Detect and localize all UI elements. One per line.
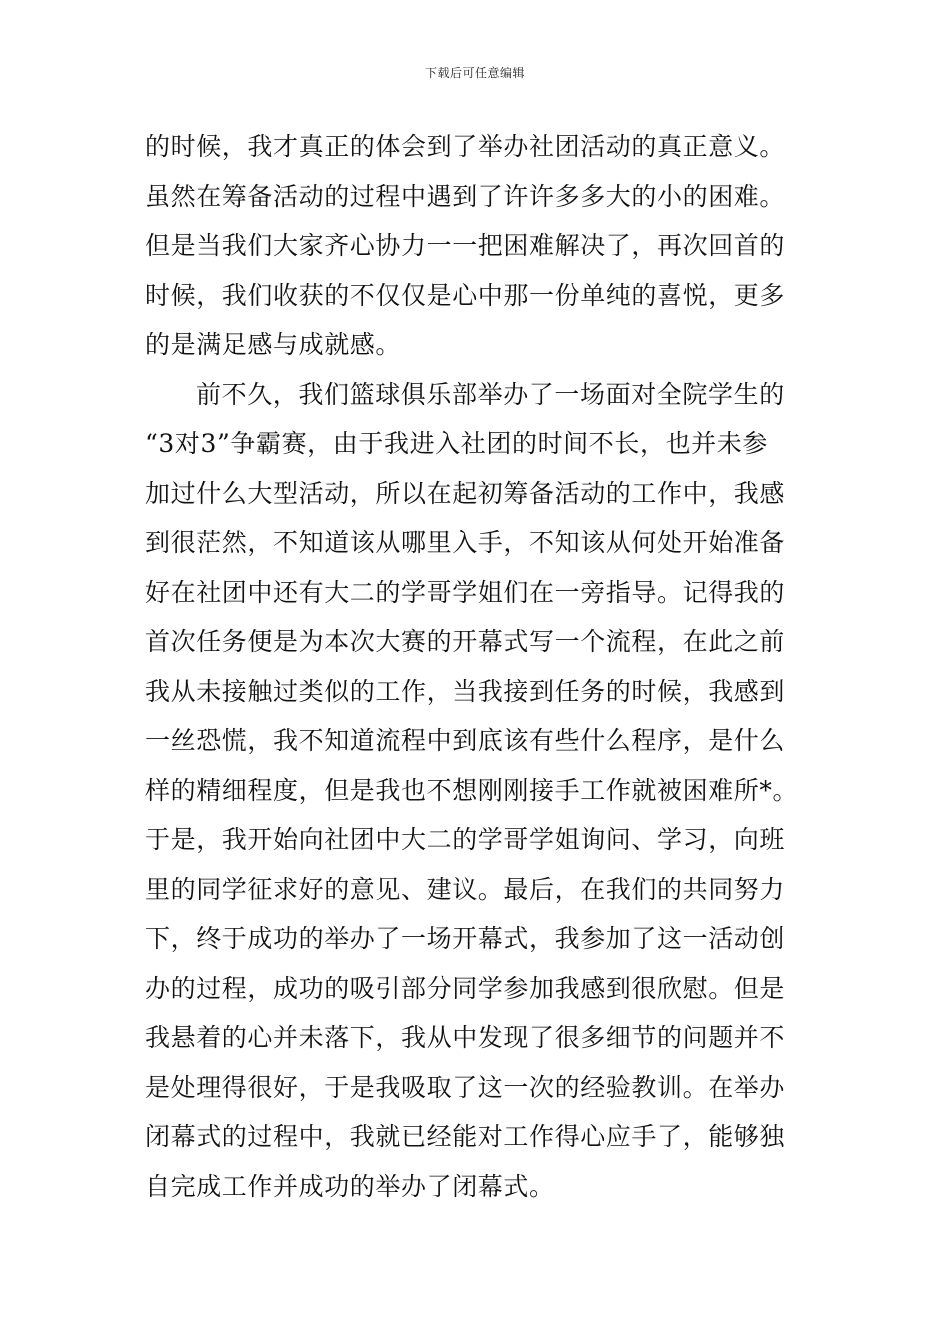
text-line: 里的同学征求好的意见、建议。最后，在我们的共同努力 xyxy=(145,874,786,904)
text-line: 时候，我们收获的不仅仅是心中那一份单纯的喜悦，更多 xyxy=(145,280,786,310)
text-line: 我悬着的心并未落下，我从中发现了很多细节的问题并不 xyxy=(145,1023,786,1052)
text-line: 一丝恐慌，我不知道流程中到底该有些什么程序，是什么 xyxy=(145,726,786,755)
document-body xyxy=(145,127,815,1216)
text-line: 的是满足感与成就感。 xyxy=(145,330,402,359)
text-line: 但是当我们大家齐心协力一一把困难解决了，再次回首的 xyxy=(145,231,786,260)
text-line: 下，终于成功的举办了一场开幕式，我参加了这一活动创 xyxy=(145,924,786,953)
text-line: 于是，我开始向社团中大二的学哥学姐询问、学习，向班 xyxy=(145,825,786,854)
text-line: 闭幕式的过程中，我就已经能对工作得心应手了，能够独 xyxy=(145,1122,786,1151)
text-line: 办的过程，成功的吸引部分同学参加我感到很欣慰。但是 xyxy=(145,973,786,1003)
text-line: 到很茫然，不知道该从哪里入手，不知该从何处开始准备 xyxy=(145,528,786,557)
text-line: 自完成工作并成功的举办了闭幕式。 xyxy=(145,1171,555,1201)
text-line: 首次任务便是为本次大赛的开幕式写一个流程，在此之前 xyxy=(145,627,786,656)
text-line: 加过什么大型活动，所以在起初筹备活动的工作中，我感 xyxy=(145,478,786,508)
text-line: 的时候，我才真正的体会到了举办社团活动的真正意义。 xyxy=(145,132,786,161)
text-line: 样的精细程度，但是我也不想刚刚接手工作就被困难所*。 xyxy=(145,775,799,805)
text-line: 我从未接触过类似的工作，当我接到任务的时候，我感到 xyxy=(145,676,786,706)
text-line: 好在社团中还有大二的学哥学姐们在一旁指导。记得我的 xyxy=(145,577,786,607)
paragraph-first-line: 前不久，我们篮球俱乐部举办了一场面对全院学生的 xyxy=(196,379,785,409)
text-line: “3对3”争霸赛，由于我进入社团的时间不长，也并未参 xyxy=(145,429,768,458)
page-header: 下载后可任意编辑 xyxy=(424,66,525,80)
text-line: 是处理得很好，于是我吸取了这一次的经验教训。在举办 xyxy=(145,1072,786,1102)
text-line: 虽然在筹备活动的过程中遇到了许许多多大的小的困难。 xyxy=(145,181,786,211)
